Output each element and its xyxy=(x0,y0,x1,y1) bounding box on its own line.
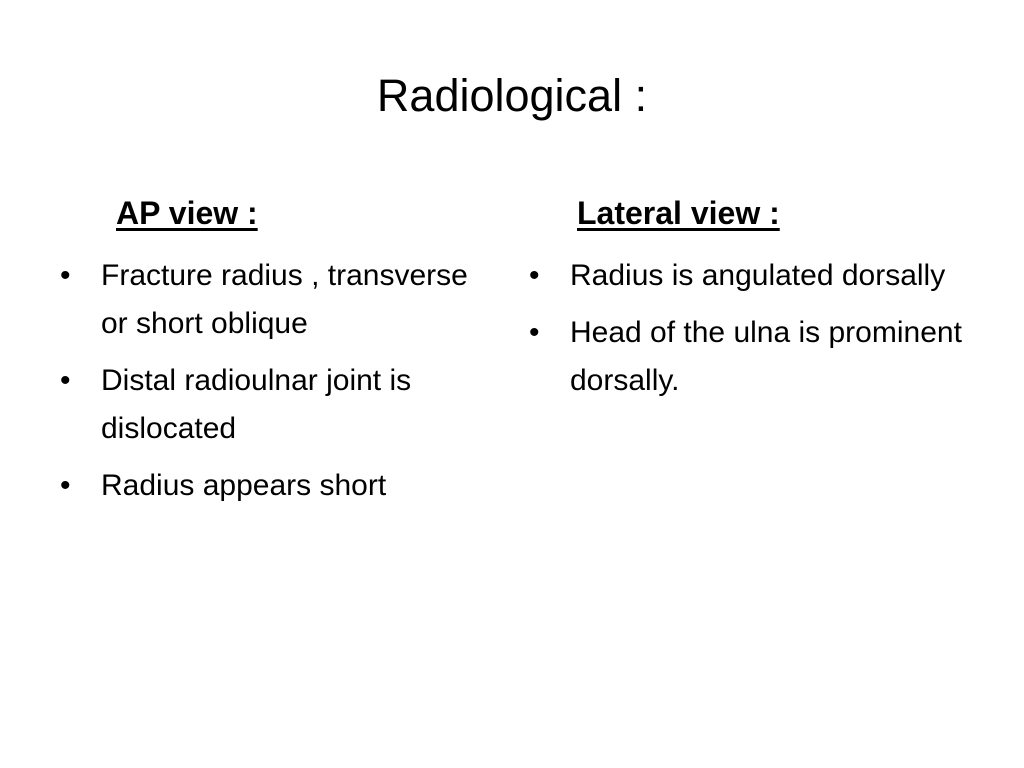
list-item-text: Head of the ulna is prominent dorsally. xyxy=(570,316,962,397)
list-item xyxy=(529,309,969,405)
list-item xyxy=(529,252,969,300)
list-item xyxy=(60,252,500,348)
bullet-icon: • xyxy=(529,259,540,292)
slide-title: Radiological : xyxy=(376,70,648,121)
ap-view-heading: AP view : xyxy=(116,195,258,231)
ap-view-list xyxy=(60,252,500,519)
bullet-icon: • xyxy=(60,469,71,502)
list-item-text: Distal radioulnar joint is dislocated xyxy=(101,364,412,445)
lateral-view-list xyxy=(529,252,969,414)
list-item xyxy=(60,462,500,510)
list-item xyxy=(60,357,500,453)
bullet-icon: • xyxy=(60,364,71,397)
bullet-icon: • xyxy=(60,259,71,292)
list-item-text: Radius is angulated dorsally xyxy=(570,259,946,292)
bullet-icon: • xyxy=(529,316,540,349)
list-item-text: Radius appears short xyxy=(101,469,387,502)
list-item-text: Fracture radius , transverse or short oblique xyxy=(101,259,468,340)
lateral-view-heading: Lateral view : xyxy=(577,195,780,231)
